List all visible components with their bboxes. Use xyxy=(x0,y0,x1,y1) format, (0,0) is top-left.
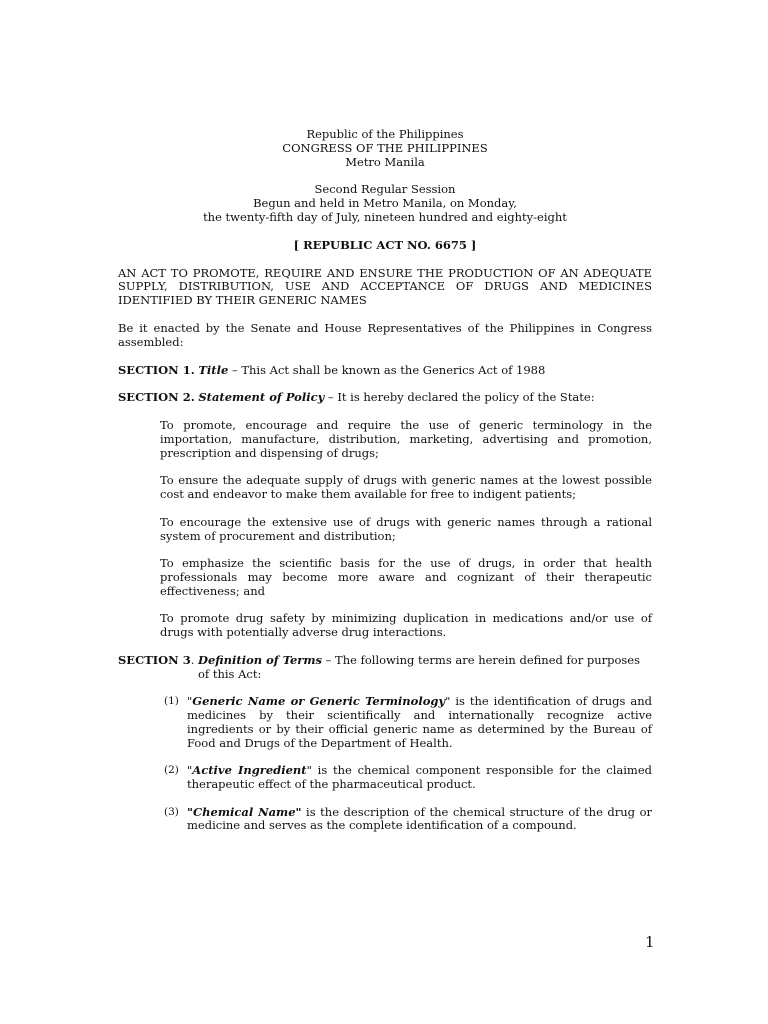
definition-term: Generic Name or Generic Terminology xyxy=(192,694,446,709)
quote-open: " xyxy=(187,763,193,778)
header-begun: Begun and held in Metro Manila, on Monday, xyxy=(253,196,517,211)
definitions-list xyxy=(164,695,652,833)
header-republic: Republic of the Philippines xyxy=(306,127,464,141)
act-number: [ REPUBLIC ACT NO. 6675 ] xyxy=(293,237,477,252)
definition-number: (2) xyxy=(164,764,179,777)
section-2-title: Statement of Policy xyxy=(198,390,325,405)
header-location: Metro Manila xyxy=(345,154,425,169)
definition-term: "Chemical Name" xyxy=(187,804,302,819)
policy-item: To emphasize the scientific basis for the use of drugs, in order that health professionals may become more aware and cognizant of their therapeutic effectiveness; and xyxy=(160,556,652,598)
header-congress: CONGRESS OF THE PHILIPPINES xyxy=(282,140,488,155)
section-1-label: SECTION 1. xyxy=(118,362,195,377)
document-page xyxy=(118,128,652,847)
policy-item: To ensure the adequate supply of drugs with generic names at the lowest possible cost and endeavor to make them available for free to indigent patients; xyxy=(160,473,652,502)
section-2 xyxy=(118,391,652,405)
definition-item xyxy=(164,695,652,750)
page-number: 1 xyxy=(645,933,655,951)
definition-item xyxy=(164,806,652,834)
header-date: the twenty-fifth day of July, nineteen hundred and eighty-eight xyxy=(203,209,567,224)
enacting-clause: Be it enacted by the Senate and House Representatives of the Philippines in Congress assembled: xyxy=(118,320,652,349)
definition-text: is the description of the chemical structure of the drug or medicine and serves as the complete identification of a compound. xyxy=(187,804,652,833)
document-header xyxy=(118,128,652,253)
policy-item: To promote drug safety by minimizing duplication in medications and/or use of drugs with potentially adverse drug interactions. xyxy=(160,611,652,640)
section-1-text: – This Act shall be known as the Generics Act of 1988 xyxy=(228,362,546,377)
definition-item xyxy=(164,764,652,792)
section-3-text: – The following terms are herein defined for purposes of this Act: xyxy=(198,652,641,681)
quote-open: " xyxy=(187,694,193,709)
section-2-label: SECTION 2. xyxy=(118,390,195,405)
policy-item: To encourage the extensive use of drugs with generic names through a rational system of procurement and distribution; xyxy=(160,514,652,543)
definition-text: is the chemical component responsible for the claimed therapeutic effect of the pharmaceutical product. xyxy=(187,763,652,792)
policy-list xyxy=(160,419,652,640)
section-2-text: – It is hereby declared the policy of the State: xyxy=(324,390,595,405)
section-1-title: Title xyxy=(198,362,229,377)
definition-number: (1) xyxy=(164,695,179,708)
quote-close: " xyxy=(445,694,451,709)
section-3-label: SECTION 3 xyxy=(118,652,191,667)
section-3 xyxy=(118,654,652,682)
section-3-dot: . xyxy=(190,652,199,667)
definition-term: Active Ingredient xyxy=(192,763,307,778)
definition-number: (3) xyxy=(164,805,179,818)
quote-close: " xyxy=(306,763,312,778)
policy-item: To promote, encourage and require the use of generic terminology in the importation, manufacture, distribution, marketing, advertising and promotion, prescription and dispensing of drugs; xyxy=(160,418,652,460)
definition-text: is the identification of drugs and medicines by their scientifically and internationally recognize active ingredients or by their official generic name as determined by the Bureau of Food and Drugs of the Department of Health. xyxy=(187,694,652,750)
header-session: Second Regular Session xyxy=(314,182,456,197)
section-1 xyxy=(118,364,652,378)
act-title: AN ACT TO PROMOTE, REQUIRE AND ENSURE THE PRODUCTION OF AN ADEQUATE SUPPLY, DISTRIBUTION, USE AND ACCEPTANCE OF DRUGS AND MEDICINES IDENTIFIED BY THEIR GENERIC NAMES xyxy=(118,265,652,308)
section-3-title: Definition of Terms xyxy=(198,652,322,667)
